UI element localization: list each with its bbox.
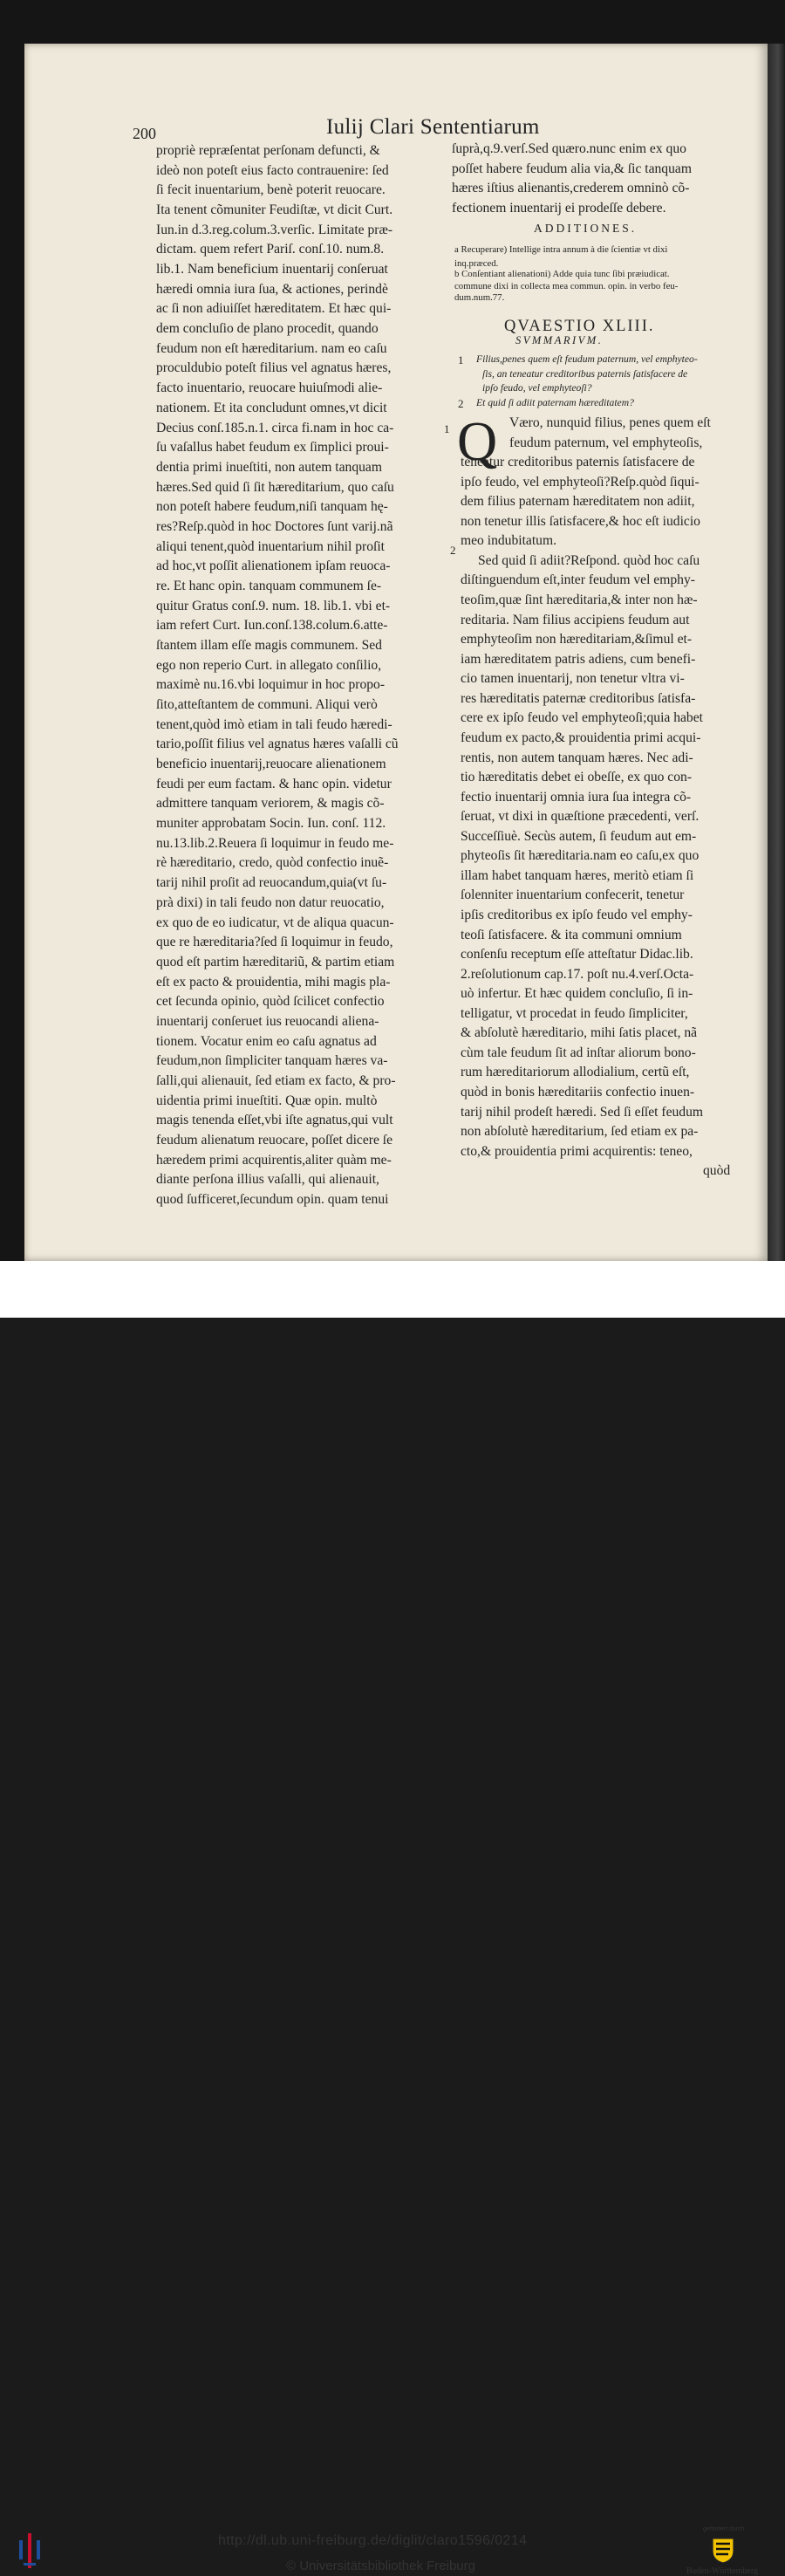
left-text-line: tenent,quòd imò etiam in tali feudo hæredi- xyxy=(156,716,392,732)
left-text-line: Decius conſ.185.n.1. circa fi.nam in hoc ca- xyxy=(156,420,394,435)
left-text-line: re. Et hanc opin. tanquam communem ſe- xyxy=(156,578,382,593)
right-body-line: 2.reſolutionum cap.17. poſt nu.4.verſ.Octa- xyxy=(461,966,694,982)
left-text-line: Ita tenent cõmuniter Feudiſtæ, vt dicit Curt. xyxy=(156,202,393,218)
left-text-line: quod ſufficeret,ſecundum opin. quam tenui xyxy=(156,1192,389,1208)
ub-freiburg-logo-icon[interactable] xyxy=(17,2530,42,2572)
right-body-line: non tenetur illis ſatisfacere,& hoc eſt iudicio xyxy=(461,513,700,529)
quaestio-heading: QVAESTIO XLIII. xyxy=(504,318,655,335)
summary-item-number: 2 xyxy=(458,396,464,410)
right-body-line: Værо, nunquid filius, penes quem eſt xyxy=(509,415,711,430)
left-text-line: ideò non poteſt eius facto contrauenire: ſed xyxy=(156,162,389,178)
left-text-line: nationem. Et ita concludunt omnes,vt dicit xyxy=(156,400,387,415)
left-text-line: ſalli,qui alienauit, ſed etiam ex facto, & pro- xyxy=(156,1072,396,1088)
viewer-footer xyxy=(0,1261,785,2576)
left-text-line: feudum non eſt hæreditarium. nam eo caſu xyxy=(156,340,387,356)
page-number: 200 xyxy=(133,125,156,142)
right-body-line: fectio inuentarij omnia iura ſua integra cõ- xyxy=(461,789,692,805)
right-body-line: phyteoſis ſit hæreditaria.nam eo caſu,ex quo xyxy=(461,848,700,864)
summary-item-number: 1 xyxy=(458,353,464,367)
right-text-line: fectionem inuentarij ei prodeſſe debere. xyxy=(452,200,666,216)
copyright-notice: © Universitätsbibliothek Freiburg xyxy=(286,2559,475,2573)
right-body-line: ipſis creditoribus ex ipſo feudo vel emphy- xyxy=(461,908,693,922)
right-body-line: feudum ex pacto,& prouidentia primi acqui- xyxy=(461,730,701,745)
addition-line: a Recuperare) Intellige intra annum à die ſcientiæ vt dixi xyxy=(454,244,668,255)
right-body-line: rentis, non autem tanquam hæres. Nec adi- xyxy=(461,750,693,765)
addition-line: b Conſentiant alienationi) Adde quia tunc ſibi præiudicat. xyxy=(454,269,670,279)
right-body-line: teneatur creditoribus paternis ſatisfacere de xyxy=(461,455,695,470)
right-body-line: feudum paternum, vel emphyteoſis, xyxy=(509,435,703,450)
right-body-line: ſolenniter inuentarium confecerit, tenetur xyxy=(461,887,685,903)
addition-line: commune dixi in collecta mea commun. opin. in verbo feu- xyxy=(454,281,679,291)
left-text-line: feudum,non ſimpliciter tanquam hæres va- xyxy=(156,1053,388,1069)
right-text-line: ſuprà,q.9.verſ.Sed quæro.nunc enim ex quo xyxy=(452,141,686,156)
summary-line: Et quid ſi adiit paternam hæreditatem? xyxy=(476,396,634,408)
left-text-line: nu.13.lib.2.Reuera ſi loquimur in feudo me- xyxy=(156,835,394,851)
left-text-line: tionem. Vocatur enim eo caſu agnatus ad xyxy=(156,1033,377,1049)
left-text-line: maximè nu.16.vbi loquimur in hoc propo- xyxy=(156,677,386,693)
left-text-line: quod eſt partim hæreditariũ, & partim etiam xyxy=(156,954,395,969)
right-body-line: rum hæreditariorum allodialium, certũ eſt, xyxy=(461,1065,690,1080)
additions-heading: ADDITIONES. xyxy=(534,222,638,235)
left-text-line: ego non reperio Curt. in allegato conſilio, xyxy=(156,657,382,673)
left-text-line: dentia primi inueſtiti, non autem tanquam xyxy=(156,459,382,475)
addition-line: inq.præced. xyxy=(454,258,499,269)
left-text-line: quitur Gratus conſ.9. num. 18. lib.1. vbi et- xyxy=(156,598,391,613)
right-body-line: iam hæreditatem patris adiens, cum benefi- xyxy=(461,651,696,667)
margin-number: 1 xyxy=(444,422,450,435)
right-body-line: ſeruat, vt dixi in quæſtione præcedenti, verſ. xyxy=(461,809,700,825)
right-body-line: telligatur, vt procedat in feudo ſimpliciter, xyxy=(461,1005,688,1021)
left-text-line: ſito,atteſtantem de communi. Aliqui verò xyxy=(156,697,378,713)
left-text-line: ſu vaſallus habet feudum ex ſimplici proui- xyxy=(156,440,389,456)
right-body-line: emphyteoſim non hæreditariam,&ſimul et- xyxy=(461,632,693,647)
right-body-line: reditaria. Nam filius accipiens feudum aut xyxy=(461,612,690,627)
right-body-line: Succeſſiuè. Secùs autem, ſi feudum aut em- xyxy=(461,828,697,844)
right-body-line: meo indubitatum. xyxy=(461,533,557,549)
right-body-line: tarij nihil prodeſt hæredi. Sed ſi eſſet feudum xyxy=(461,1104,704,1120)
summary-line: ſis, an teneatur creditoribus paternis ſatisfacere de xyxy=(482,367,688,380)
left-text-line: ſi fecit inuentarium, benè poterit reuocare. xyxy=(156,182,386,198)
left-text-line: dem concluſio de plano procedit, quando xyxy=(156,321,379,337)
right-body-line: quòd in bonis hæreditariis confectio inuen- xyxy=(461,1085,695,1100)
left-text-line: prà dixi) in tali feudo non datur reuocatio, xyxy=(156,894,385,910)
addition-line: dum.num.77. xyxy=(454,292,505,303)
left-text-line: propriè repræſentat perſonam defuncti, & xyxy=(156,143,380,158)
right-body-line: teoſi ſatisfacere. & ita communi omnium xyxy=(461,927,682,942)
right-body-line: diſtinguendum eſt,inter feudum vel emphy- xyxy=(461,572,695,588)
right-body-line: res hæreditatis paternæ creditoribus ſatisfa- xyxy=(461,690,696,706)
right-body-line: illam habet tanquam hæres, meritò etiam ſi xyxy=(461,867,694,883)
left-text-line: ſtantem illam eſſe magis communem. Sed xyxy=(156,638,382,653)
left-text-line: rè hæreditario, credo, quòd confectio inuẽ- xyxy=(156,855,389,871)
left-text-line: tario,poſſit filius vel agnatus hæres vaſalli cũ xyxy=(156,736,399,752)
left-text-line: cet ſecunda opinio, quòd ſcilicet confectio xyxy=(156,994,385,1010)
left-text-line: proculdubio poteſt filius vel agnatus hæres, xyxy=(156,360,392,376)
permalink-url[interactable]: http://dl.ub.uni-freiburg.de/diglit/claro1596/0214 xyxy=(218,2533,528,2548)
left-text-line: Iun.in d.3.reg.colum.3.verſic. Limitate præ- xyxy=(156,222,393,237)
left-text-line: facto inuentario, reuocare huiuſmodi alie- xyxy=(156,380,383,396)
summarium-heading: SVMMARIVM. xyxy=(515,334,604,346)
left-text-line: beneficio inuentarij,reuocare alienationem xyxy=(156,757,386,772)
left-text-line: tarij nihil proſit ad reuocandum,quia(vt ſu- xyxy=(156,875,387,891)
left-text-line: magis tenenda eſſet,vbi iſte agnatus,qui vult xyxy=(156,1113,393,1128)
page-edge xyxy=(768,44,785,1261)
left-text-line: res?Reſp.quòd in hoc Doctores ſunt varij.nã xyxy=(156,518,393,534)
right-body-line: non abſolutè hæreditarium, ſed etiam ex pa- xyxy=(461,1124,699,1140)
left-text-line: non poteſt habere feudum,niſi tanquam hę- xyxy=(156,499,388,515)
left-text-line: muniter approbatam Socin. Iun. conſ. 112. xyxy=(156,816,386,832)
right-body-line: cto,& prouidentia primi acquirentis: teneo, xyxy=(461,1143,693,1159)
left-text-line: eſt ex pacto & prouidentia, mihi magis pla- xyxy=(156,974,391,990)
left-text-line: que re hæreditaria?ſed ſi loquimur in feudo, xyxy=(156,935,393,950)
right-body-line: Sed quid ſi adiit?Reſpond. quòd hoc caſu xyxy=(478,552,700,568)
left-text-line: inuentarij conſeruet ius reuocandi aliena- xyxy=(156,1013,379,1029)
right-body-line: ipſo feudo, vel emphyteoſi?Reſp.quòd ſiqui- xyxy=(461,474,700,490)
right-body-line: cio tamen inuentarij, non tenetur vltra vi- xyxy=(461,671,685,687)
right-body-line: cere ex ipſo feudo vel emphyteoſi;quia habet xyxy=(461,710,703,726)
running-title: Iulij Clari Sententiarum xyxy=(326,115,540,139)
left-text-line: diante perſona illius vaſalli, qui alienauit, xyxy=(156,1172,379,1188)
drop-cap: Q xyxy=(457,410,498,472)
right-body-line: quòd xyxy=(703,1163,731,1179)
margin-number: 2 xyxy=(450,544,456,557)
sponsor-name: Baden-Württemberg xyxy=(686,2566,759,2576)
left-text-line: admittere tanquam veriorem, & magis cõ- xyxy=(156,796,385,812)
left-text-line: uidentia primi inueſtiti. Quæ opin. multò xyxy=(156,1093,378,1108)
left-text-line: hæredem primi acquirentis,aliter quàm me- xyxy=(156,1152,392,1168)
left-text-line: feudi per eum factam. & hanc opin. videtur xyxy=(156,776,392,791)
left-text-line: feudum alienatum reuocare, poſſet dicere ſe xyxy=(156,1133,393,1148)
right-text-line: poſſet habere feudum alia via,& ſic tanquam xyxy=(452,161,692,176)
right-body-line: uò infertur. Et hæc quidem concluſio, ſi in- xyxy=(461,986,693,1002)
left-text-line: ad hoc,vt poſſit alienationem ipſam reuoca- xyxy=(156,558,391,574)
left-text-line: aliqui tenent,quòd inuentarium nihil proſit xyxy=(156,538,386,554)
right-text-line: hæres iſtius alienantis,crederem omninò cõ- xyxy=(452,181,690,196)
summary-line: ipſo feudo, vel emphyteoſi? xyxy=(482,382,592,394)
right-body-line: cùm tale feudum ſit ad inſtar aliorum bono- xyxy=(461,1045,696,1060)
left-text-line: dictam. quem refert Pariſ. conſ.10. num.8. xyxy=(156,242,385,257)
right-body-line: & abſolutè hæreditario, mihi ſatis placet, nã xyxy=(461,1025,698,1041)
left-text-line: hæres.Sed quid ſi ſit hæreditarium, quo caſu xyxy=(156,479,394,495)
left-text-line: ac ſi non adiuiſſet hæreditatem. Et hæc qui- xyxy=(156,301,392,317)
summary-line: Filius,penes quem eſt feudum paternum, vel emphyteo- xyxy=(476,353,698,365)
right-body-line: teoſim,quæ ſint hæreditaria,& inter non hæ- xyxy=(461,593,698,608)
right-body-line: dem filius paternam hæreditatem non adiit, xyxy=(461,494,695,510)
baden-wuerttemberg-coat-of-arms-icon xyxy=(708,2535,738,2565)
sponsor-label: gefördert durch xyxy=(703,2526,745,2532)
left-text-line: hæredi omnia iura ſua, & actiones, perindè xyxy=(156,281,388,297)
left-text-line: ex quo de eo iudicatur, vt de aliqua quacun- xyxy=(156,915,394,930)
right-body-line: tio hæreditatis debet ei obeſſe, ex quo con- xyxy=(461,770,693,785)
left-text-line: iam refert Curt. Iun.conſ.138.colum.6.atte- xyxy=(156,618,388,634)
right-body-line: conſenſu receptum eſſe atteſtatur Didac.lib. xyxy=(461,947,693,963)
left-text-line: lib.1. Nam beneficium inuentarij conſeruat xyxy=(156,262,388,277)
